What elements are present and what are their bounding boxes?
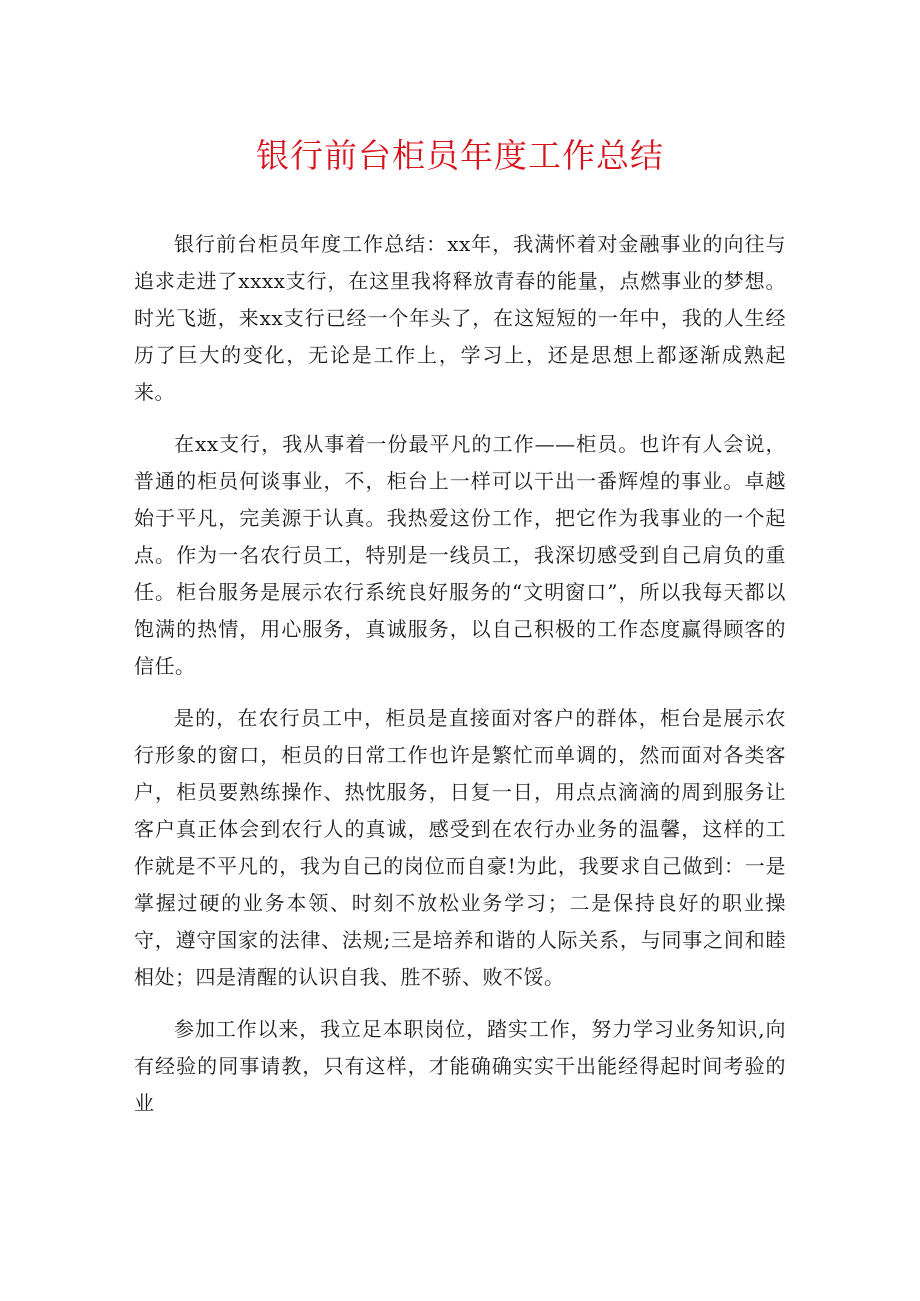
paragraph-2: 在xx支行，我从事着一份最平凡的工作——柜员。也许有人会说，普通的柜员何谈事业，不，柜台上一样可以干出一番辉煌的事业。卓越始于平凡，完美源于认真。我热爱这份工作，把它作为我事业的一个起点。作为一名农行员工，特别是一线员工，我深切感受到自己肩负的重任。柜台服务是展示农行系统良好服务的“文明窗口”，所以我每天都以饱满的热情，用心服务，真诚服务，以自己积极的工作态度赢得顾客的信任。 [134,432,786,678]
document-body [134,226,786,1137]
paragraph-3: 是的，在农行员工中，柜员是直接面对客户的群体，柜台是展示农行形象的窗口，柜员的日常工作也许是繁忙而单调的，然而面对各类客户，柜员要熟练操作、热忱服务，日复一日，用点点滴滴的周到服务让客户真正体会到农行人的真诚，感受到在农行办业务的温馨，这样的工作就是不平凡的，我为自己的岗位而自豪!为此，我要求自己做到：一是掌握过硬的业务本领、时刻不放松业务学习；二是保持良好的职业操守，遵守国家的法律、法规;三是培养和谐的人际关系，与同事之间和睦相处；四是清醒的认识自我、胜不骄、败不馁。 [134,706,786,989]
paragraph-4: 参加工作以来，我立足本职岗位，踏实工作，努力学习业务知识,向有经验的同事请教，只有这样，才能确确实实干出能经得起时间考验的业 [134,1017,786,1115]
paragraph-1: 银行前台柜员年度工作总结：xx年，我满怀着对金融事业的向往与追求走进了xxxx支行，在这里我将释放青春的能量，点燃事业的梦想。时光飞逝，来xx支行已经一个年头了，在这短短的一年中，我的人生经历了巨大的变化，无论是工作上，学习上，还是思想上都逐渐成熟起来。 [134,232,786,404]
page-title: 银行前台柜员年度工作总结 [256,136,664,175]
